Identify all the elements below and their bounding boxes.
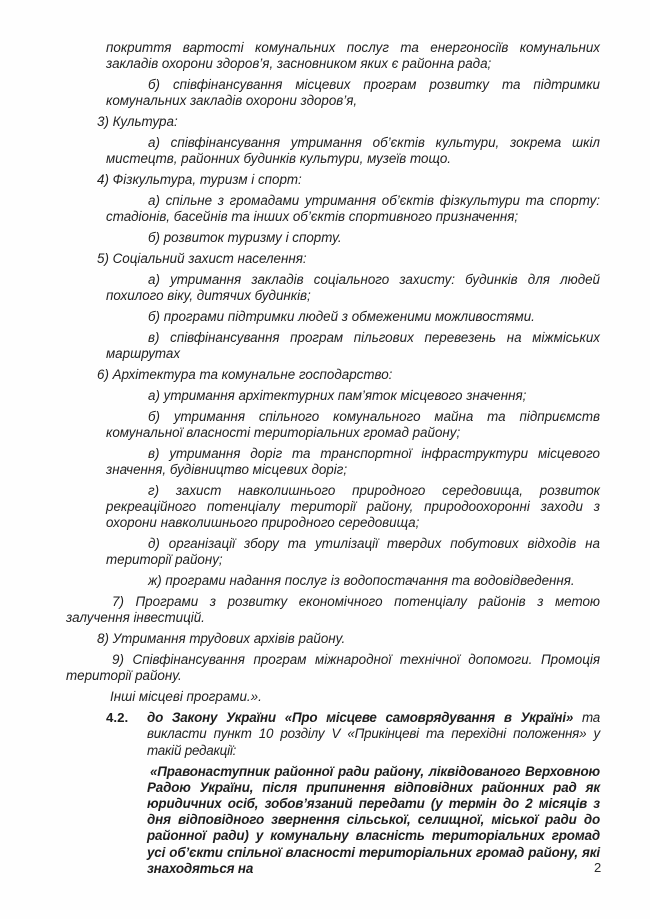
heading-3-culture: 3) Культура: xyxy=(97,114,178,130)
list-item-a-social-institutions: а) утримання закладів соціального захисту: будинків для людей похилого віку, дитячих будинків; xyxy=(106,271,600,304)
list-item-b-tourism: б) розвиток туризму і спорту. xyxy=(148,230,342,246)
list-item-a-sport-objects: а) спільне з громадами утримання об’єктів фізкультури та спорту: стадіонів, басейнів та інших об’єктів спортивного призначення; xyxy=(106,193,600,225)
list-item-g-environment: г) захист навколишнього природного середовища, розвиток рекреаційного потенціалу території району, природоохоронні заходи з охорони навколишнього природного середовища; xyxy=(106,482,600,531)
heading-5-social-protection: 5) Соціальний захист населення: xyxy=(97,251,307,267)
item-8-labor-archives: 8) Утримання трудових архівів району. xyxy=(97,631,346,647)
clause-bold-lead: до Закону України «Про місцеве самоврядування в Україні» xyxy=(147,710,574,726)
paragraph-continuation-health-costs: покриття вартості комунальних послуг та енергоносіїв комунальних закладів охорони здоров’я, засновником яких є районна рада; xyxy=(106,40,600,72)
clause-quote-text: «Правонаступник районної ради району, ліквідованого Верховною Радою України, після припинення відповідних районних рад як юридичних осіб, зобов’язаний передати (у термін до 2 місяців з дня відповідного звернення сільської, селищної, міської ради до районної ради) у комунальну власність територіальних громад усі об’єкти спільної власності територіальних громад району, які знаходяться на xyxy=(147,763,600,876)
list-item-b-communal-property: б) утримання спільного комунального майна та підприємств комунальної власності територіальних громад району; xyxy=(106,408,600,440)
list-item-a-culture-objects: а) співфінансування утримання об’єктів культури, зокрема шкіл мистецтв, районних будинків культури, музеїв тощо. xyxy=(106,135,600,167)
list-item-zh-water-supply: ж) програми надання послуг із водопостачання та водовідведення. xyxy=(148,573,575,589)
item-9-technical-aid: 9) Співфінансування програм міжнародної технічної допомоги. Промоція території району. xyxy=(66,652,600,684)
document-body xyxy=(66,40,600,882)
list-item-v-roads: в) утримання доріг та транспортної інфраструктури місцевого значення, будівництво місцевих доріг; xyxy=(106,445,600,478)
page-number: 2 xyxy=(594,860,602,875)
list-item-v-transport-programs: в) співфінансування програм пільгових перевезень на міжміських маршрутах xyxy=(106,329,600,362)
heading-4-sport: 4) Фізкультура, туризм і спорт: xyxy=(97,172,302,188)
clause-number: 4.2. xyxy=(106,710,129,726)
list-item-a-monuments: а) утримання архітектурних пам’яток місцевого значення; xyxy=(148,387,527,403)
clause-4-2 xyxy=(106,710,600,877)
list-item-b-health-cofinancing: б) співфінансування місцевих програм розвитку та підтримки комунальних закладів охорони здоров’я, xyxy=(106,77,600,109)
item-other-local-programs: Інші місцеві програми.». xyxy=(110,689,262,705)
clause-heading xyxy=(147,710,600,759)
clause-regular-tail: та викласти пункт 10 розділу V «Прикінцеві та перехідні положення» у такій редакції: xyxy=(147,710,600,758)
list-item-d-waste: д) організації збору та утилізації твердих побутових відходів на території району; xyxy=(106,536,600,568)
item-7-economic-potential: 7) Програми з розвитку економічного потенціалу районів з метою залучення інвестицій. xyxy=(66,594,600,626)
heading-6-architecture: 6) Архітектура та комунальне господарство: xyxy=(97,367,393,383)
list-item-b-disability-programs: б) програми підтримки людей з обмеженими можливостями. xyxy=(148,309,535,325)
